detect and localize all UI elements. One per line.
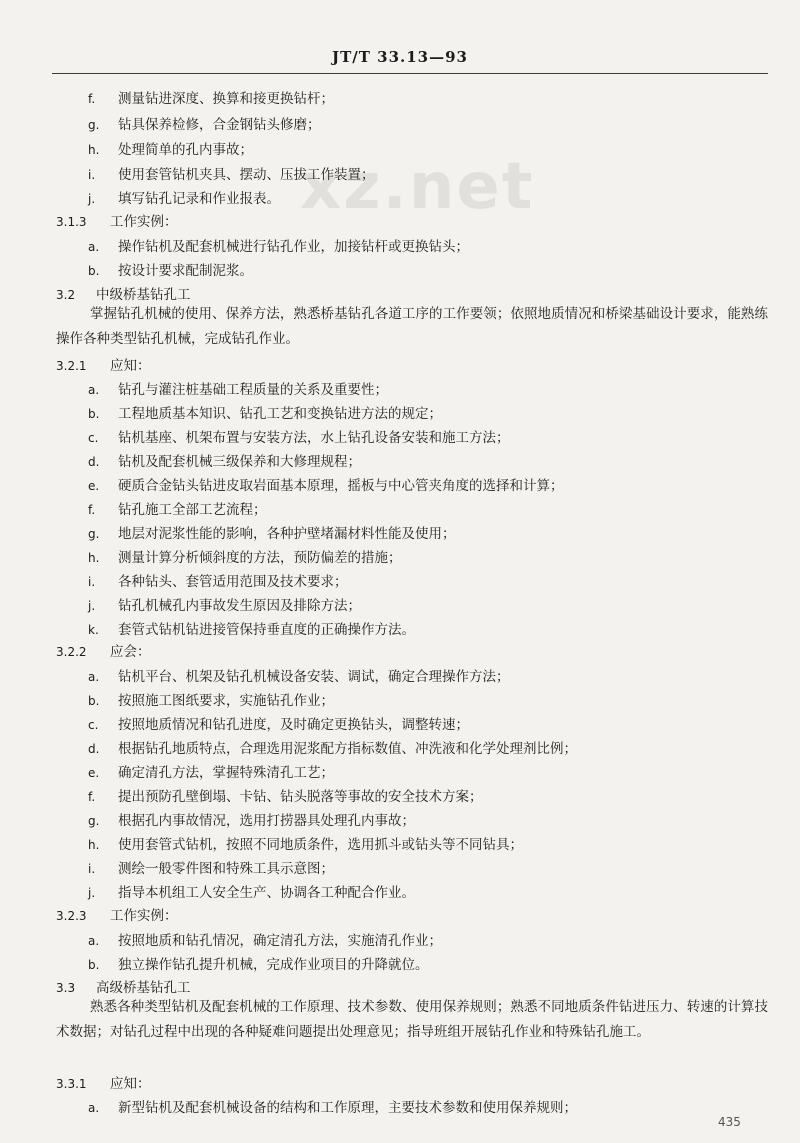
item-text: 按设计要求配制泥浆。	[118, 263, 253, 279]
item-text: 钻机平台、机架及钻孔机械设备安装、调试，确定合理操作方法；	[118, 669, 510, 685]
watermark: xz.net	[300, 150, 535, 224]
item-label: h.	[88, 551, 100, 565]
item-text: 提出预防孔壁倒塌、卡钻、钻头脱落等事故的安全技术方案；	[118, 789, 483, 805]
item-label: b.	[88, 407, 100, 421]
paragraph-3-2: 掌握钻孔机械的使用、保养方法，熟悉桥基钻孔各道工序的工作要领；依照地质情况和桥梁基础设计要求，能熟练操作各种类型钻孔机械，完成钻孔作业。	[56, 306, 768, 347]
item-text: 填写钻孔记录和作业报表。	[118, 191, 280, 207]
item-text: 使用套管式钻机，按照不同地质条件，选用抓斗或钻头等不同钻具；	[118, 837, 523, 853]
item-text: 钻机基座、机架布置与安装方法，水上钻孔设备安装和施工方法；	[118, 430, 510, 446]
item-label: g.	[88, 527, 100, 541]
item-label: b.	[88, 694, 100, 708]
item-label: a.	[88, 934, 100, 948]
item-label: k.	[88, 623, 99, 637]
section-title: 工作实例：	[110, 908, 178, 924]
item-label: j.	[88, 886, 96, 900]
section-number: 3.2.3	[56, 909, 87, 923]
item-label: b.	[88, 264, 100, 278]
item-label: d.	[88, 455, 100, 469]
item-text: 指导本机组工人安全生产、协调各工种配合作业。	[118, 885, 415, 901]
section-title: 高级桥基钻孔工	[96, 980, 191, 996]
item-text: 按照施工图纸要求，实施钻孔作业；	[118, 693, 334, 709]
item-label: f.	[88, 790, 96, 804]
section-title: 应知：	[110, 358, 151, 374]
item-label: a.	[88, 1101, 100, 1115]
item-text: 按照地质和钻孔情况，确定清孔方法，实施清孔作业；	[118, 933, 442, 949]
item-label: c.	[88, 718, 99, 732]
item-label: a.	[88, 383, 100, 397]
item-text: 测量钻进深度、换算和接更换钻杆；	[118, 91, 334, 107]
item-text: 钻孔施工全部工艺流程；	[118, 502, 267, 518]
section-title: 应会：	[110, 644, 151, 660]
item-text: 测绘一般零件图和特殊工具示意图；	[118, 861, 334, 877]
item-label: j.	[88, 192, 96, 206]
item-label: i.	[88, 168, 96, 182]
item-label: j.	[88, 599, 96, 613]
item-text: 钻具保养检修，合金钢钻头修磨；	[118, 117, 321, 133]
item-label: b.	[88, 958, 100, 972]
item-label: f.	[88, 92, 96, 106]
page-number: 435	[718, 1115, 741, 1129]
item-label: i.	[88, 575, 96, 589]
item-text: 钻机及配套机械三级保养和大修理规程；	[118, 454, 361, 470]
item-label: i.	[88, 862, 96, 876]
item-text: 地层对泥浆性能的影响，各种护壁堵漏材料性能及使用；	[118, 526, 456, 542]
item-text: 确定清孔方法，掌握特殊清孔工艺；	[118, 765, 334, 781]
item-text: 测量计算分析倾斜度的方法，预防偏差的措施；	[118, 550, 402, 566]
item-label: a.	[88, 670, 100, 684]
item-label: d.	[88, 742, 100, 756]
item-label: e.	[88, 766, 100, 780]
section-title: 中级桥基钻孔工	[96, 287, 191, 303]
section-number: 3.2.1	[56, 359, 87, 373]
item-text: 根据钻孔地质特点，合理选用泥浆配方指标数值、冲洗液和化学处理剂比例；	[118, 741, 577, 757]
section-title: 应知：	[110, 1076, 151, 1092]
item-text: 处理简单的孔内事故；	[118, 142, 253, 158]
standard-code-header: JT/T 33.13—93	[332, 48, 468, 66]
item-label: g.	[88, 118, 100, 132]
item-text: 钻孔与灌注桩基础工程质量的关系及重要性；	[118, 382, 388, 398]
item-label: c.	[88, 431, 99, 445]
section-title: 工作实例：	[110, 214, 178, 230]
item-label: f.	[88, 503, 96, 517]
paragraph-3-3: 熟悉各种类型钻机及配套机械的工作原理、技术参数、使用保养规则；熟悉不同地质条件钻进压力、转速的计算技术数据；对钻孔过程中出现的各种疑难问题提出处理意见；指导班组开展钻孔作业和特殊钻孔施工。	[56, 999, 768, 1040]
item-text: 套管式钻机钻进接管保持垂直度的正确操作方法。	[118, 622, 415, 638]
item-text: 工程地质基本知识、钻孔工艺和变换钻进方法的规定；	[118, 406, 442, 422]
header-rule	[52, 73, 768, 74]
item-text: 根据孔内事故情况，选用打捞器具处理孔内事故；	[118, 813, 415, 829]
item-text: 使用套管钻机夹具、摆动、压拔工作装置；	[118, 167, 375, 183]
item-label: e.	[88, 479, 100, 493]
section-number: 3.2	[56, 288, 76, 302]
item-label: h.	[88, 838, 100, 852]
item-label: h.	[88, 143, 100, 157]
item-text: 独立操作钻孔提升机械，完成作业项目的升降就位。	[118, 957, 429, 973]
section-number: 3.2.2	[56, 645, 87, 659]
item-text: 各种钻头、套管适用范围及技术要求；	[118, 574, 348, 590]
section-number: 3.1.3	[56, 215, 87, 229]
item-text: 钻孔机械孔内事故发生原因及排除方法；	[118, 598, 361, 614]
section-number: 3.3	[56, 981, 76, 995]
item-text: 新型钻机及配套机械设备的结构和工作原理，主要技术参数和使用保养规则；	[118, 1100, 577, 1116]
item-text: 按照地质情况和钻孔进度，及时确定更换钻头，调整转速；	[118, 717, 469, 733]
item-text: 操作钻机及配套机械进行钻孔作业，加接钻杆或更换钻头；	[118, 239, 469, 255]
item-label: g.	[88, 814, 100, 828]
item-text: 硬质合金钻头钻进皮取岩面基本原理，摇板与中心管夹角度的选择和计算；	[118, 478, 564, 494]
item-label: a.	[88, 240, 100, 254]
section-number: 3.3.1	[56, 1077, 87, 1091]
